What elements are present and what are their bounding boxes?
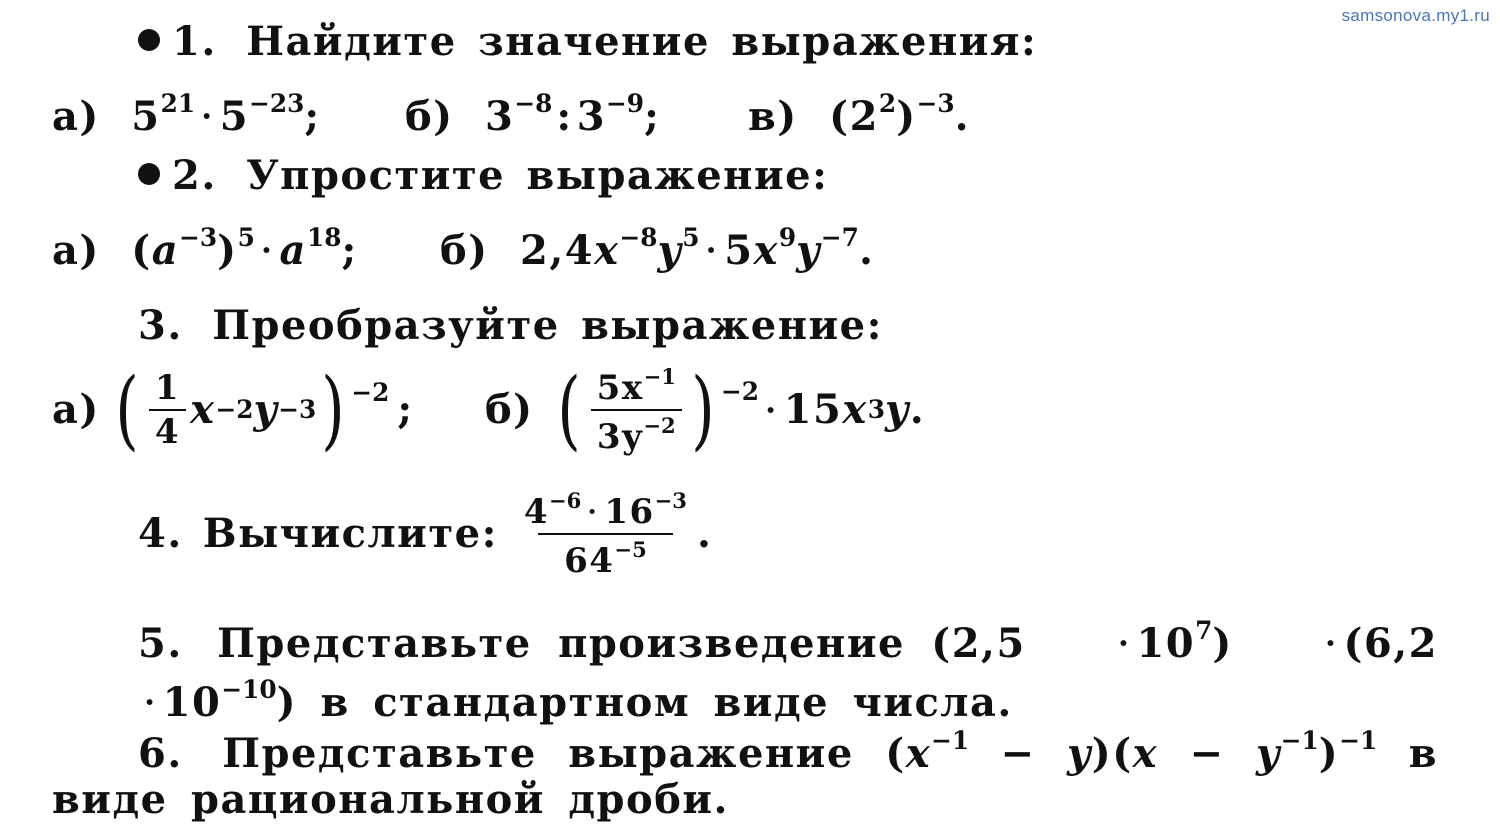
- task-2-item-b: [440, 223, 875, 274]
- task-text: в стандартном виде числа.: [320, 678, 1013, 726]
- fraction: $\frac{5x^{-1}}{3y^{-2}}$: [591, 366, 682, 454]
- task-number: 1.: [172, 18, 217, 65]
- task-number: 4.: [138, 510, 183, 557]
- right-paren: ): [321, 360, 347, 460]
- item-expression: ( $\frac{5x^{-1}}{3y^{-2}}$ ) −2 · 15 x 3 y .: [556, 360, 926, 460]
- task-5: [52, 608, 1438, 726]
- task-3-item-a: [52, 360, 414, 460]
- task-number: 2.: [172, 152, 217, 199]
- left-paren: (: [556, 360, 582, 460]
- bullet-icon: [138, 163, 160, 185]
- fraction: $\frac{4^{-6} \cdot 16^{-3}}{64^{-5}}$: [523, 487, 687, 582]
- task-text: в виде рациональной дроби.: [52, 729, 1438, 823]
- task-text: Представьте произведение: [217, 619, 905, 667]
- bullet-icon: [138, 29, 160, 51]
- item-label: б): [405, 92, 454, 140]
- fraction: $\frac{1}{4}$: [149, 371, 186, 449]
- item-label: в): [748, 92, 798, 140]
- item-expression: $3^{-8}$ : $3^{-9}$;: [485, 89, 661, 140]
- item-expression: $2,4x^{-8}y^5 \cdot 5x^9y^{-7}$.: [520, 223, 875, 274]
- left-paren: (: [115, 360, 140, 460]
- task-3-heading: [138, 302, 883, 349]
- item-label: б): [485, 386, 534, 433]
- item-label: б): [440, 226, 489, 274]
- right-paren: ): [691, 360, 716, 460]
- task-1-items: [52, 89, 321, 140]
- task-1-item-b: [405, 89, 661, 140]
- task-number: 3.: [138, 302, 183, 349]
- watermark: samsonova.my1.ru: [1341, 6, 1490, 25]
- item-label: а): [52, 92, 100, 140]
- task-title: Упростите выражение:: [246, 152, 829, 199]
- expression: $(x^{-1} - y)(x - y^{-1})^{-1}$: [885, 726, 1378, 777]
- item-expression: $5^{21} \cdot 5^{-23}$;: [131, 89, 321, 140]
- task-1-heading: [138, 18, 1038, 65]
- task-number: 6.: [138, 729, 183, 777]
- item-expression: $(2^2)^{-3}$.: [829, 89, 971, 140]
- item-label: а): [52, 226, 100, 274]
- task-6: [52, 718, 1438, 823]
- task-2-heading: [138, 152, 829, 199]
- task-text: Представьте выражение: [222, 729, 854, 777]
- task-4: 4. Вычислите: $\frac{4^{-6} \cdot 16^{-3}}{64^{-5}}$ .: [138, 487, 713, 582]
- item-label: а): [52, 386, 100, 433]
- task-title: Вычислите:: [202, 510, 498, 557]
- expression: $(2,5 \cdot 10^7) \cdot (6,2\cdot 10^{-10})$: [144, 616, 1438, 726]
- task-title: Найдите значение выражения:: [246, 18, 1038, 65]
- item-expression: $(a^{-3})^5 \cdot a^{18}$;: [131, 223, 358, 274]
- task-title: Преобразуйте выражение:: [212, 302, 883, 349]
- task-3-item-b: [485, 360, 925, 460]
- item-expression: ( $\frac{1}{4}$ x −2 y −3 ) −2 ;: [115, 360, 414, 460]
- task-1-item-v: [748, 89, 971, 140]
- task-2-item-a: [52, 223, 358, 274]
- task-number: 5.: [138, 619, 183, 667]
